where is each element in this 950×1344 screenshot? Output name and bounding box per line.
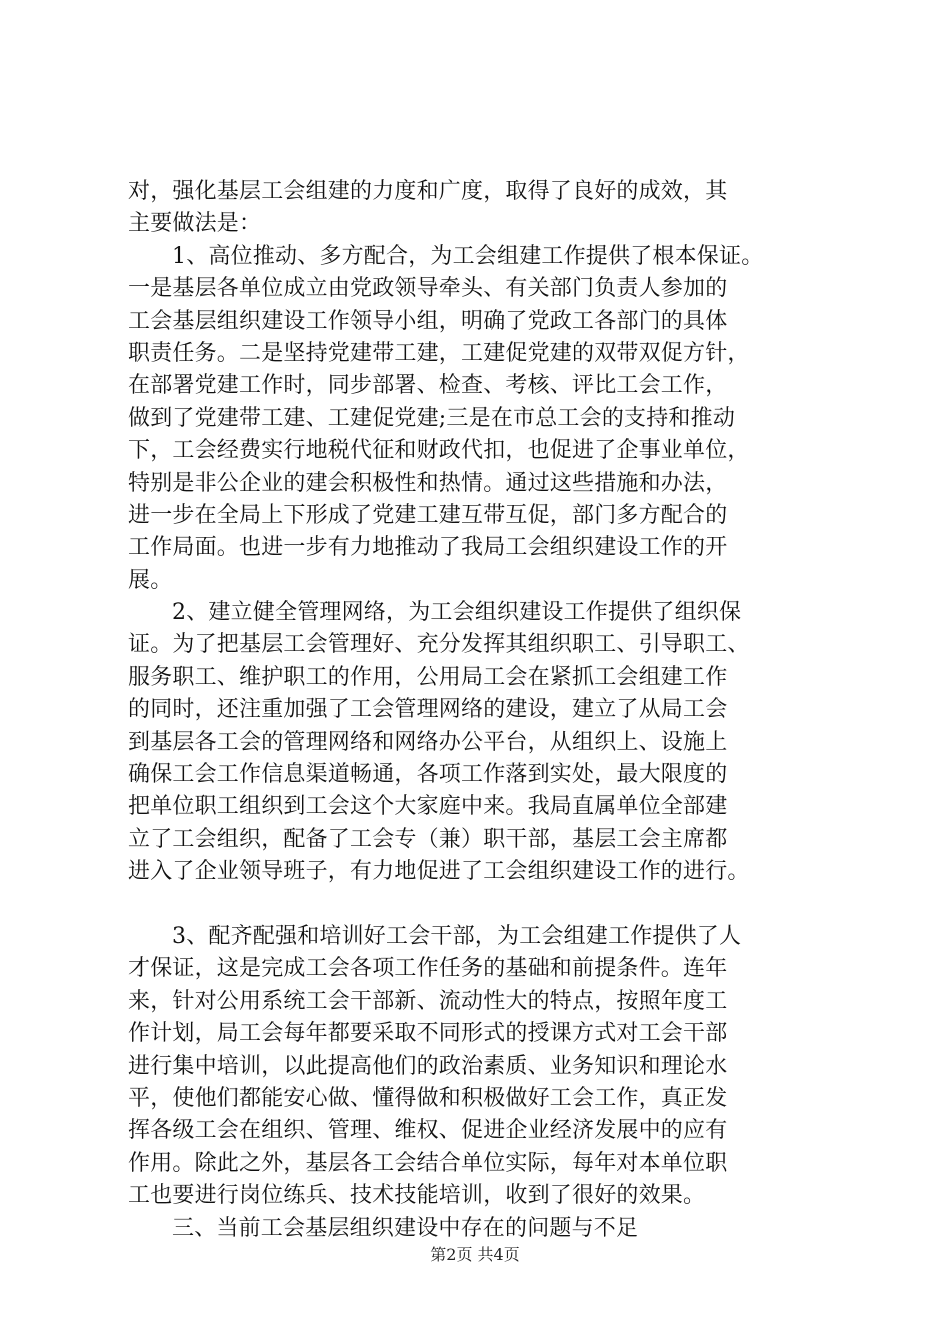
text-line: 作用。除此之外，基层各工会结合单位实际，每年对本单位职 (128, 1150, 728, 1176)
text-line: 作计划，局工会每年都要采取不同形式的授课方式对工会干部 (128, 1021, 728, 1047)
text-line: 进入了企业领导班子，有力地促进了工会组织建设工作的进行。 (128, 859, 750, 885)
text-line: 立了工会组织，配备了工会专（兼）职干部，基层工会主席都 (128, 826, 728, 852)
text-line: 工也要进行岗位练兵、技术技能培训，收到了很好的效果。 (128, 1183, 706, 1209)
text-line: 对，强化基层工会组建的力度和广度，取得了良好的成效，其 (128, 179, 728, 204)
text-line: 到基层各工会的管理网络和网络办公平台，从组织上、设施上 (128, 729, 728, 755)
text-line: 才保证，这是完成工会各项工作任务的基础和前提条件。连年 (128, 956, 728, 982)
text-line: 来，针对公用系统工会干部新、流动性大的特点，按照年度工 (128, 988, 728, 1014)
text-line: 职责任务。二是坚持党建带工建，工建促党建的双带双促方针， (128, 340, 750, 366)
text-line: 平，使他们都能安心做、懂得做和积极做好工会工作，真正发 (128, 1085, 728, 1111)
text-line: 把单位职工组织到工会这个大家庭中来。我局直属单位全部建 (128, 794, 728, 820)
body-text (128, 176, 850, 1245)
text-line: 下，工会经费实行地税代征和财政代扣，也促进了企事业单位， (128, 438, 750, 464)
text-line: 在部署党建工作时，同步部署、检查、考核、评比工会工作， (128, 373, 728, 399)
text-line: 进行集中培训，以此提高他们的政治素质、业务知识和理论水 (128, 1053, 728, 1079)
text-line: 的同时，还注重加强了工会管理网络的建设，建立了从局工会 (128, 697, 728, 723)
text-line: 工会基层组织建设工作领导小组，明确了党政工各部门的具体 (128, 308, 728, 334)
paragraph-3-heading: 3、配齐配强和培训好工会干部，为工会组建工作提供了人 (172, 923, 742, 949)
text-line: 一是基层各单位成立由党政领导牵头、有关部门负责人参加的 (128, 276, 728, 302)
text-line: 进一步在全局上下形成了党建工建互带互促，部门多方配合的 (128, 502, 728, 528)
blank-line (128, 889, 850, 921)
text-line: 特别是非公企业的建会积极性和热情。通过这些措施和办法， (128, 470, 728, 496)
text-line: 挥各级工会在组织、管理、维权、促进企业经济发展中的应有 (128, 1118, 728, 1144)
text-line: 做到了党建带工建、工建促党建;三是在市总工会的支持和推动 (128, 405, 736, 431)
paragraph-1-heading: 1、高位推动、多方配合，为工会组建工作提供了根本保证。 (172, 243, 764, 269)
text-line: 工作局面。也进一步有力地推动了我局工会组织建设工作的开 (128, 535, 728, 561)
paragraph-2-heading: 2、建立健全管理网络，为工会组织建设工作提供了组织保 (172, 600, 742, 626)
text-line: 确保工会工作信息渠道畅通，各项工作落到实处，最大限度的 (128, 762, 728, 788)
section-heading: 三、当前工会基层组织建设中存在的问题与不足 (172, 1215, 639, 1241)
text-line: 证。为了把基层工会管理好、充分发挥其组织职工、引导职工、 (128, 632, 750, 658)
page-footer: 第2页 共4页 (430, 1245, 520, 1264)
text-line: 服务职工、维护职工的作用，公用局工会在紧抓工会组建工作 (128, 664, 728, 690)
text-line: 展。 (128, 567, 173, 593)
text-line: 主要做法是： (128, 211, 262, 237)
